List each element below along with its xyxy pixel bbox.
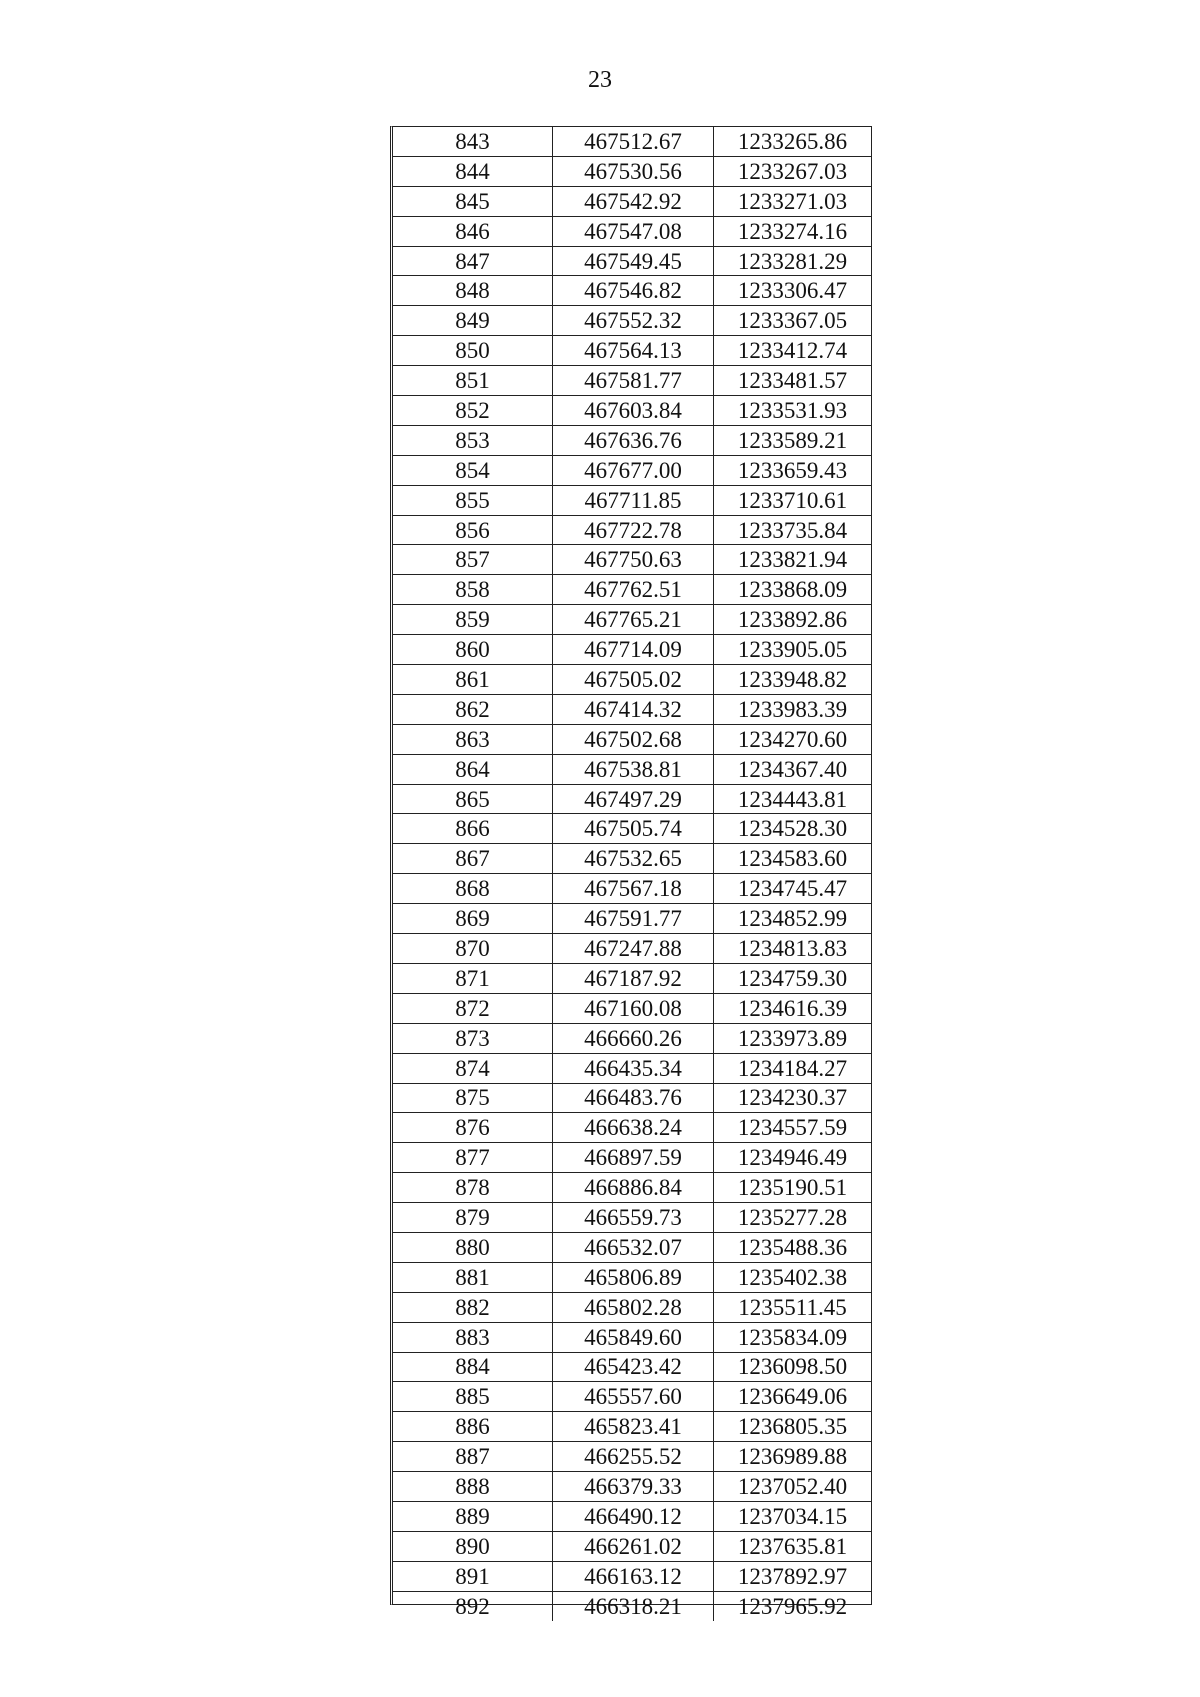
- x-coordinate-cell: 467714.09: [553, 635, 714, 665]
- x-coordinate-cell: 466483.76: [553, 1083, 714, 1113]
- point-number-cell: 846: [393, 216, 553, 246]
- x-coordinate-cell: 467530.56: [553, 156, 714, 186]
- point-number-cell: 892: [393, 1591, 553, 1620]
- x-coordinate-cell: 467512.67: [553, 127, 714, 156]
- point-number-cell: 845: [393, 186, 553, 216]
- point-number-cell: 878: [393, 1173, 553, 1203]
- point-number-cell: 843: [393, 127, 553, 156]
- point-number-cell: 858: [393, 575, 553, 605]
- table-row: [393, 1501, 871, 1531]
- y-coordinate-cell: 1236805.35: [714, 1412, 872, 1442]
- point-number-cell: 884: [393, 1352, 553, 1382]
- table-row: [393, 1203, 871, 1233]
- point-number-cell: 868: [393, 874, 553, 904]
- table-row: [393, 665, 871, 695]
- table-row: [393, 1143, 871, 1173]
- table-row: [393, 993, 871, 1023]
- table-row: [393, 186, 871, 216]
- table-row: [393, 1232, 871, 1262]
- y-coordinate-cell: 1234443.81: [714, 784, 872, 814]
- point-number-cell: 848: [393, 276, 553, 306]
- point-number-cell: 873: [393, 1023, 553, 1053]
- x-coordinate-cell: 467505.02: [553, 665, 714, 695]
- point-number-cell: 863: [393, 724, 553, 754]
- point-number-cell: 886: [393, 1412, 553, 1442]
- y-coordinate-cell: 1235511.45: [714, 1292, 872, 1322]
- y-coordinate-cell: 1233271.03: [714, 186, 872, 216]
- x-coordinate-cell: 465849.60: [553, 1322, 714, 1352]
- x-coordinate-cell: 466660.26: [553, 1023, 714, 1053]
- x-coordinate-cell: 467549.45: [553, 246, 714, 276]
- table-row: [393, 545, 871, 575]
- y-coordinate-cell: 1233367.05: [714, 306, 872, 336]
- y-coordinate-cell: 1233265.86: [714, 127, 872, 156]
- point-number-cell: 885: [393, 1382, 553, 1412]
- y-coordinate-cell: 1236098.50: [714, 1352, 872, 1382]
- x-coordinate-cell: 465423.42: [553, 1352, 714, 1382]
- point-number-cell: 875: [393, 1083, 553, 1113]
- table-row: [393, 1292, 871, 1322]
- coordinates-table: [393, 127, 871, 1621]
- x-coordinate-cell: 467711.85: [553, 485, 714, 515]
- table-row: [393, 1083, 871, 1113]
- y-coordinate-cell: 1234852.99: [714, 904, 872, 934]
- y-coordinate-cell: 1233531.93: [714, 396, 872, 426]
- point-number-cell: 852: [393, 396, 553, 426]
- y-coordinate-cell: 1237892.97: [714, 1561, 872, 1591]
- table-row: [393, 635, 871, 665]
- table-row: [393, 1531, 871, 1561]
- table-row: [393, 276, 871, 306]
- y-coordinate-cell: 1233710.61: [714, 485, 872, 515]
- table-row: [393, 336, 871, 366]
- point-number-cell: 856: [393, 515, 553, 545]
- x-coordinate-cell: 465802.28: [553, 1292, 714, 1322]
- y-coordinate-cell: 1234230.37: [714, 1083, 872, 1113]
- y-coordinate-cell: 1233306.47: [714, 276, 872, 306]
- x-coordinate-cell: 466435.34: [553, 1053, 714, 1083]
- y-coordinate-cell: 1233412.74: [714, 336, 872, 366]
- table-row: [393, 963, 871, 993]
- point-number-cell: 879: [393, 1203, 553, 1233]
- point-number-cell: 867: [393, 844, 553, 874]
- x-coordinate-cell: 466255.52: [553, 1442, 714, 1472]
- y-coordinate-cell: 1234946.49: [714, 1143, 872, 1173]
- x-coordinate-cell: 467497.29: [553, 784, 714, 814]
- table-row: [393, 396, 871, 426]
- x-coordinate-cell: 467160.08: [553, 993, 714, 1023]
- point-number-cell: 869: [393, 904, 553, 934]
- table-row: [393, 485, 871, 515]
- x-coordinate-cell: 467581.77: [553, 366, 714, 396]
- coordinates-table-body: [393, 127, 871, 1621]
- y-coordinate-cell: 1233267.03: [714, 156, 872, 186]
- y-coordinate-cell: 1237965.92: [714, 1591, 872, 1620]
- point-number-cell: 844: [393, 156, 553, 186]
- x-coordinate-cell: 467547.08: [553, 216, 714, 246]
- y-coordinate-cell: 1233735.84: [714, 515, 872, 545]
- x-coordinate-cell: 467722.78: [553, 515, 714, 545]
- table-row: [393, 904, 871, 934]
- x-coordinate-cell: 467552.32: [553, 306, 714, 336]
- x-coordinate-cell: 467750.63: [553, 545, 714, 575]
- point-number-cell: 850: [393, 336, 553, 366]
- table-row: [393, 1053, 871, 1083]
- x-coordinate-cell: 466897.59: [553, 1143, 714, 1173]
- y-coordinate-cell: 1234759.30: [714, 963, 872, 993]
- x-coordinate-cell: 466379.33: [553, 1472, 714, 1502]
- table-row: [393, 455, 871, 485]
- x-coordinate-cell: 466490.12: [553, 1501, 714, 1531]
- point-number-cell: 888: [393, 1472, 553, 1502]
- x-coordinate-cell: 467247.88: [553, 934, 714, 964]
- table-row: [393, 515, 871, 545]
- y-coordinate-cell: 1236649.06: [714, 1382, 872, 1412]
- y-coordinate-cell: 1235488.36: [714, 1232, 872, 1262]
- y-coordinate-cell: 1234184.27: [714, 1053, 872, 1083]
- y-coordinate-cell: 1234528.30: [714, 814, 872, 844]
- point-number-cell: 872: [393, 993, 553, 1023]
- x-coordinate-cell: 467538.81: [553, 754, 714, 784]
- x-coordinate-cell: 466638.24: [553, 1113, 714, 1143]
- table-row: [393, 156, 871, 186]
- point-number-cell: 876: [393, 1113, 553, 1143]
- x-coordinate-cell: 467762.51: [553, 575, 714, 605]
- x-coordinate-cell: 467677.00: [553, 455, 714, 485]
- point-number-cell: 865: [393, 784, 553, 814]
- table-row: [393, 814, 871, 844]
- y-coordinate-cell: 1237635.81: [714, 1531, 872, 1561]
- table-row: [393, 575, 871, 605]
- table-row: [393, 216, 871, 246]
- x-coordinate-cell: 467542.92: [553, 186, 714, 216]
- point-number-cell: 870: [393, 934, 553, 964]
- table-row: [393, 784, 871, 814]
- table-row: [393, 724, 871, 754]
- y-coordinate-cell: 1233868.09: [714, 575, 872, 605]
- table-row: [393, 366, 871, 396]
- point-number-cell: 853: [393, 425, 553, 455]
- point-number-cell: 883: [393, 1322, 553, 1352]
- table-row: [393, 1113, 871, 1143]
- y-coordinate-cell: 1233821.94: [714, 545, 872, 575]
- x-coordinate-cell: 465823.41: [553, 1412, 714, 1442]
- x-coordinate-cell: 467636.76: [553, 425, 714, 455]
- y-coordinate-cell: 1235402.38: [714, 1262, 872, 1292]
- point-number-cell: 860: [393, 635, 553, 665]
- table-row: [393, 1472, 871, 1502]
- x-coordinate-cell: 466532.07: [553, 1232, 714, 1262]
- x-coordinate-cell: 467187.92: [553, 963, 714, 993]
- x-coordinate-cell: 467505.74: [553, 814, 714, 844]
- point-number-cell: 849: [393, 306, 553, 336]
- table-row: [393, 1382, 871, 1412]
- point-number-cell: 854: [393, 455, 553, 485]
- point-number-cell: 866: [393, 814, 553, 844]
- point-number-cell: 861: [393, 665, 553, 695]
- point-number-cell: 882: [393, 1292, 553, 1322]
- x-coordinate-cell: 466261.02: [553, 1531, 714, 1561]
- x-coordinate-cell: 467591.77: [553, 904, 714, 934]
- y-coordinate-cell: 1233973.89: [714, 1023, 872, 1053]
- point-number-cell: 864: [393, 754, 553, 784]
- point-number-cell: 847: [393, 246, 553, 276]
- coordinates-table-container: [390, 126, 872, 1619]
- y-coordinate-cell: 1237034.15: [714, 1501, 872, 1531]
- y-coordinate-cell: 1234813.83: [714, 934, 872, 964]
- y-coordinate-cell: 1235277.28: [714, 1203, 872, 1233]
- y-coordinate-cell: 1234557.59: [714, 1113, 872, 1143]
- table-row: [393, 694, 871, 724]
- point-number-cell: 881: [393, 1262, 553, 1292]
- x-coordinate-cell: 467765.21: [553, 605, 714, 635]
- x-coordinate-cell: 467567.18: [553, 874, 714, 904]
- y-coordinate-cell: 1233274.16: [714, 216, 872, 246]
- table-row: [393, 1322, 871, 1352]
- x-coordinate-cell: 467502.68: [553, 724, 714, 754]
- point-number-cell: 887: [393, 1442, 553, 1472]
- point-number-cell: 877: [393, 1143, 553, 1173]
- table-row: [393, 754, 871, 784]
- table-row: [393, 1023, 871, 1053]
- y-coordinate-cell: 1233983.39: [714, 694, 872, 724]
- point-number-cell: 891: [393, 1561, 553, 1591]
- x-coordinate-cell: 466318.21: [553, 1591, 714, 1620]
- point-number-cell: 851: [393, 366, 553, 396]
- point-number-cell: 890: [393, 1531, 553, 1561]
- y-coordinate-cell: 1233481.57: [714, 366, 872, 396]
- table-row: [393, 1412, 871, 1442]
- table-row: [393, 1442, 871, 1472]
- table-row: [393, 246, 871, 276]
- table-row: [393, 1561, 871, 1591]
- y-coordinate-cell: 1233905.05: [714, 635, 872, 665]
- y-coordinate-cell: 1234270.60: [714, 724, 872, 754]
- table-row: [393, 306, 871, 336]
- y-coordinate-cell: 1235834.09: [714, 1322, 872, 1352]
- y-coordinate-cell: 1234583.60: [714, 844, 872, 874]
- y-coordinate-cell: 1233589.21: [714, 425, 872, 455]
- x-coordinate-cell: 467546.82: [553, 276, 714, 306]
- point-number-cell: 862: [393, 694, 553, 724]
- y-coordinate-cell: 1236989.88: [714, 1442, 872, 1472]
- y-coordinate-cell: 1233659.43: [714, 455, 872, 485]
- x-coordinate-cell: 466163.12: [553, 1561, 714, 1591]
- point-number-cell: 859: [393, 605, 553, 635]
- table-row: [393, 1173, 871, 1203]
- table-row: [393, 127, 871, 156]
- point-number-cell: 889: [393, 1501, 553, 1531]
- y-coordinate-cell: 1235190.51: [714, 1173, 872, 1203]
- y-coordinate-cell: 1234616.39: [714, 993, 872, 1023]
- y-coordinate-cell: 1237052.40: [714, 1472, 872, 1502]
- table-row: [393, 1352, 871, 1382]
- y-coordinate-cell: 1233892.86: [714, 605, 872, 635]
- x-coordinate-cell: 467564.13: [553, 336, 714, 366]
- point-number-cell: 857: [393, 545, 553, 575]
- table-row: [393, 934, 871, 964]
- table-row: [393, 425, 871, 455]
- table-row: [393, 605, 871, 635]
- point-number-cell: 871: [393, 963, 553, 993]
- page-number: 23: [588, 67, 612, 93]
- x-coordinate-cell: 467603.84: [553, 396, 714, 426]
- x-coordinate-cell: 466886.84: [553, 1173, 714, 1203]
- table-row: [393, 844, 871, 874]
- table-row: [393, 874, 871, 904]
- y-coordinate-cell: 1233948.82: [714, 665, 872, 695]
- table-row: [393, 1591, 871, 1620]
- x-coordinate-cell: 466559.73: [553, 1203, 714, 1233]
- x-coordinate-cell: 465557.60: [553, 1382, 714, 1412]
- x-coordinate-cell: 467532.65: [553, 844, 714, 874]
- y-coordinate-cell: 1234745.47: [714, 874, 872, 904]
- x-coordinate-cell: 467414.32: [553, 694, 714, 724]
- table-row: [393, 1262, 871, 1292]
- x-coordinate-cell: 465806.89: [553, 1262, 714, 1292]
- y-coordinate-cell: 1234367.40: [714, 754, 872, 784]
- y-coordinate-cell: 1233281.29: [714, 246, 872, 276]
- point-number-cell: 874: [393, 1053, 553, 1083]
- point-number-cell: 855: [393, 485, 553, 515]
- point-number-cell: 880: [393, 1232, 553, 1262]
